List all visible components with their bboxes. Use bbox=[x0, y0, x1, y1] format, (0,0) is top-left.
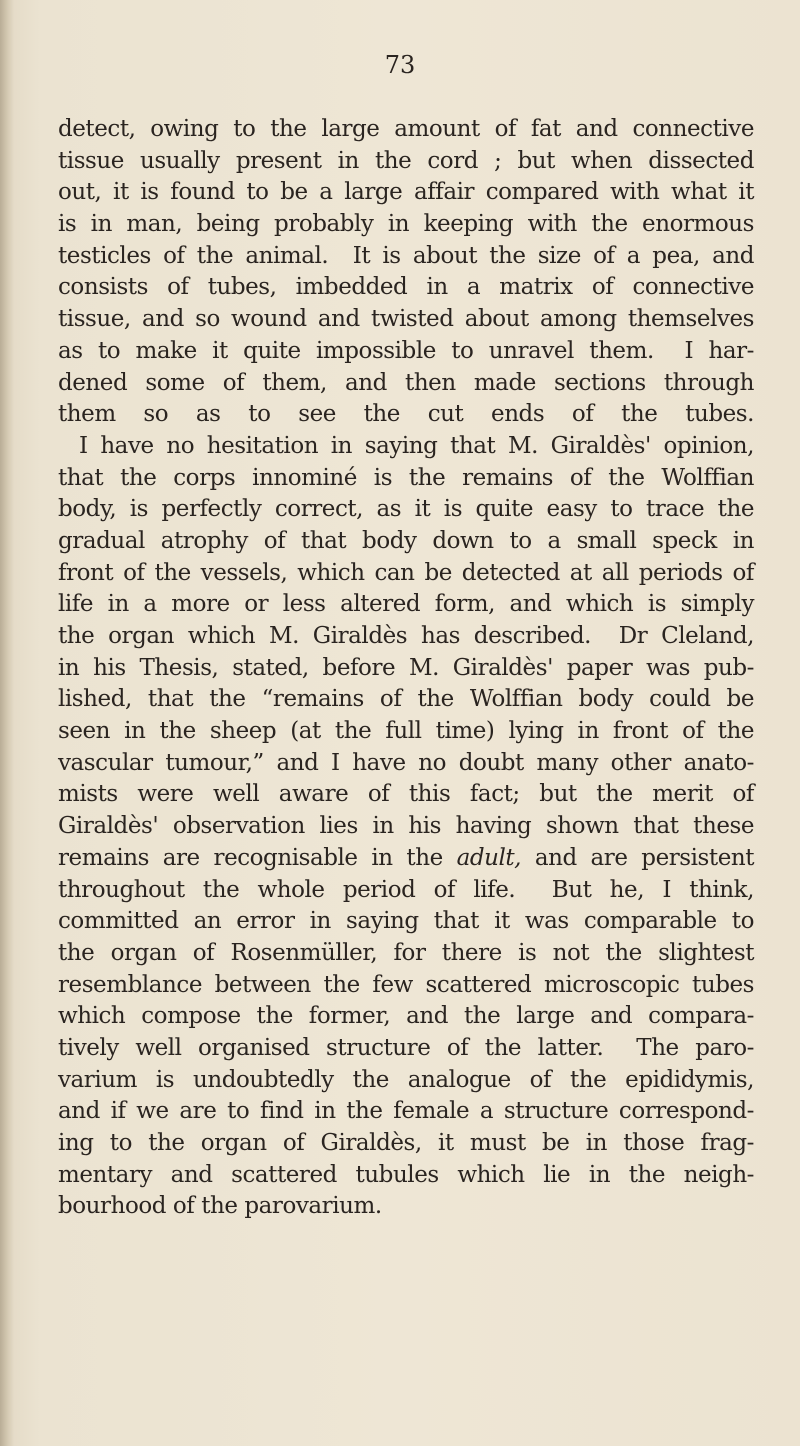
text-line bbox=[58, 906, 754, 938]
text-line bbox=[58, 209, 754, 241]
text-segment: which compose the former, and the large and compara- bbox=[58, 1003, 754, 1030]
text-line bbox=[58, 653, 754, 685]
text-line bbox=[58, 494, 754, 526]
text-segment: resemblance between the few scattered microscopic tubes bbox=[58, 971, 754, 998]
text-line bbox=[58, 558, 754, 590]
text-line bbox=[58, 843, 754, 875]
text-segment: tissue usually present in the cord ; but when dissected bbox=[58, 147, 754, 174]
text-segment: tissue, and so wound and twisted about among themselves bbox=[58, 306, 754, 333]
text-line bbox=[58, 1001, 754, 1033]
text-segment: testicles of the animal. It is about the size of a pea, and bbox=[58, 242, 754, 269]
text-segment: them so as to see the cut ends of the tubes. bbox=[58, 401, 754, 428]
text-segment: and are persistent bbox=[521, 844, 755, 871]
body-text bbox=[58, 114, 754, 1223]
text-line bbox=[58, 1160, 754, 1192]
italic-text: adult, bbox=[456, 844, 522, 871]
text-segment: tively well organised structure of the latter. The paro- bbox=[58, 1034, 754, 1061]
text-segment: as to make it quite impossible to unravel them. I har- bbox=[58, 337, 754, 364]
text-line bbox=[58, 399, 754, 431]
text-line bbox=[58, 748, 754, 780]
text-segment: varium is undoubtedly the analogue of the epididymis, bbox=[58, 1066, 754, 1093]
text-segment: throughout the whole period of life. But he, I think, bbox=[58, 876, 754, 903]
text-line bbox=[58, 114, 754, 146]
text-segment: ing to the organ of Giraldès, it must be in those frag- bbox=[58, 1130, 754, 1156]
text-line bbox=[58, 589, 754, 621]
text-line bbox=[58, 336, 754, 368]
text-segment: seen in the sheep (at the full time) lying in front of the bbox=[58, 718, 754, 745]
text-segment: mentary and scattered tubules which lie in the neigh- bbox=[58, 1161, 754, 1188]
text-segment: is in man, being probably in keeping with the enormous bbox=[58, 211, 754, 238]
text-segment: lished, that the “remains of the Wolffian body could be bbox=[58, 686, 754, 713]
text-segment: committed an error in saying that it was comparable to bbox=[58, 908, 754, 935]
text-line bbox=[58, 368, 754, 400]
text-segment: Giraldès' observation lies in his having shown that these bbox=[58, 813, 754, 840]
text-line bbox=[58, 241, 754, 273]
text-line bbox=[58, 177, 754, 209]
text-line bbox=[58, 1033, 754, 1065]
text-segment: mists were well aware of this fact; but the merit of bbox=[58, 781, 754, 808]
text-line bbox=[58, 621, 754, 653]
text-segment: gradual atrophy of that body down to a small speck in bbox=[58, 527, 754, 554]
text-line bbox=[58, 1191, 754, 1223]
text-segment: life in a more or less altered form, and which is simply bbox=[58, 591, 754, 618]
text-segment: out, it is found to be a large affair compared with what it bbox=[58, 179, 754, 206]
text-line bbox=[58, 716, 754, 748]
page-spine-shadow bbox=[0, 0, 14, 1446]
text-line bbox=[58, 431, 754, 463]
text-line bbox=[58, 1128, 754, 1160]
text-line bbox=[58, 272, 754, 304]
text-line bbox=[58, 875, 754, 907]
text-segment: consists of tubes, imbedded in a matrix of connective bbox=[58, 274, 754, 301]
text-segment: the organ of Rosenmüller, for there is not the slightest bbox=[58, 939, 754, 966]
text-line bbox=[58, 463, 754, 495]
text-segment: detect, owing to the large amount of fat and connective bbox=[58, 116, 754, 142]
text-line bbox=[58, 1096, 754, 1128]
text-line bbox=[58, 684, 754, 716]
text-line bbox=[58, 526, 754, 558]
text-segment: I have no hesitation in saying that M. Giraldès' opinion, bbox=[79, 432, 754, 459]
text-line bbox=[58, 938, 754, 970]
text-segment: vascular tumour,” and I have no doubt many other anato- bbox=[58, 749, 754, 776]
text-line bbox=[58, 811, 754, 843]
text-line bbox=[58, 146, 754, 178]
page-number: 73 bbox=[384, 51, 416, 79]
text-segment: the organ which M. Giraldès has described. Dr Cleland, bbox=[58, 623, 754, 649]
text-segment: that the corps innominé is the remains of the Wolffian bbox=[58, 464, 754, 491]
text-segment: remains are recognisable in the bbox=[58, 844, 457, 871]
text-segment: bourhood of the parovarium. bbox=[58, 1193, 382, 1220]
text-segment: front of the vessels, which can be detected at all periods of bbox=[58, 559, 754, 586]
text-line bbox=[58, 1065, 754, 1097]
text-segment: dened some of them, and then made sections through bbox=[58, 369, 754, 396]
text-segment: and if we are to find in the female a structure correspond- bbox=[58, 1098, 754, 1125]
text-segment: body, is perfectly correct, as it is quite easy to trace the bbox=[58, 496, 754, 523]
text-line bbox=[58, 304, 754, 336]
text-line bbox=[58, 779, 754, 811]
text-segment: in his Thesis, stated, before M. Giraldès' paper was pub- bbox=[58, 654, 754, 681]
text-line bbox=[58, 970, 754, 1002]
